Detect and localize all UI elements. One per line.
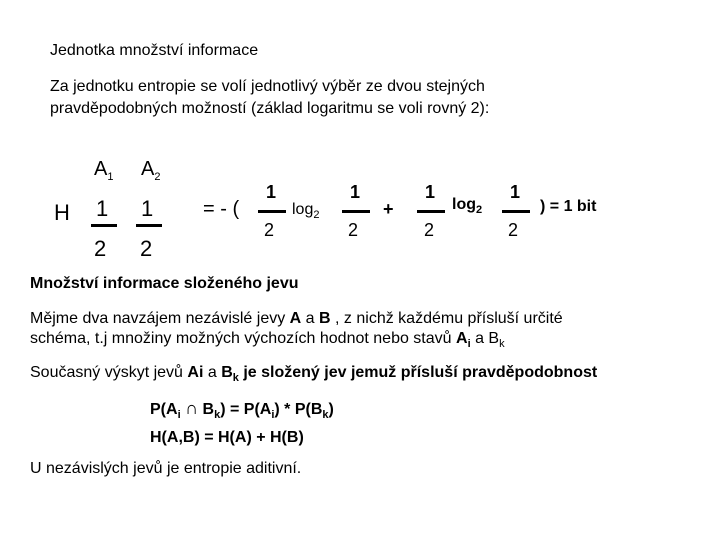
fraction-4-denominator: 2 <box>508 220 519 240</box>
fraction-3-denominator: 2 <box>424 220 435 240</box>
matrix-p1-bar <box>91 224 117 227</box>
equation-prefix: = - ( <box>203 198 240 220</box>
fraction-3-bar <box>417 210 445 213</box>
section-2-title: Množství informace složeného jevu <box>30 275 299 292</box>
paragraph-3: Současný výskyt jevů Ai a $B_k$ je složený jev jemuž přísluší pravděpodobnost <box>30 364 598 385</box>
fraction-2-denominator: 2 <box>348 220 359 240</box>
matrix-p2-denominator: 2 <box>140 236 153 261</box>
conclusion-text: U nezávislých jevů je entropie aditivní. <box>30 460 302 477</box>
fraction-2-numerator: 1 <box>350 182 361 202</box>
formula-joint-entropy: H(A,B) = H(A) + H(B) <box>150 429 304 446</box>
formula-joint-probability: $P(A_i$ ∩ $B_k) = P(A_i) * P(B_k)$ <box>150 398 334 422</box>
matrix-p1-denominator: 2 <box>94 236 107 261</box>
paragraph-2-line-1: Mějme dva navzájem nezávislé jevy A a B , z nichž každému přísluší určité <box>30 310 563 327</box>
fraction-2-bar <box>342 210 370 213</box>
matrix-a2: $A_2$ <box>141 158 161 183</box>
log-2: $\log_2$ <box>452 196 483 217</box>
fraction-3-numerator: 1 <box>425 182 436 202</box>
section-title: Jednotka množství informace <box>50 42 259 59</box>
matrix-p1-numerator: 1 <box>96 196 109 221</box>
plus-sign: + <box>383 199 394 219</box>
log-1: $\log_2$ <box>292 201 320 222</box>
fraction-1-numerator: 1 <box>266 182 277 202</box>
matrix-p2-numerator: 1 <box>141 196 154 221</box>
fraction-4-numerator: 1 <box>510 182 521 202</box>
intro-line-2: pravděpodobných možností (základ logaritmu se voli rovný 2): <box>50 100 490 117</box>
matrix-h-label: H <box>54 200 70 225</box>
matrix-p2-bar <box>136 224 162 227</box>
paragraph-2-line-2: schéma, t.j množiny možných výchozích hodnot nebo stavů $A_i$ a $B_k$ <box>30 330 505 351</box>
fraction-4-bar <box>502 210 530 213</box>
fraction-1-bar <box>258 210 286 213</box>
intro-line-1: Za jednotku entropie se volí jednotlivý výběr ze dvou stejných <box>50 78 485 95</box>
matrix-a1: $A_1$ <box>94 158 114 183</box>
fraction-1-denominator: 2 <box>264 220 275 240</box>
equation-result: ) = 1 bit <box>540 198 597 215</box>
